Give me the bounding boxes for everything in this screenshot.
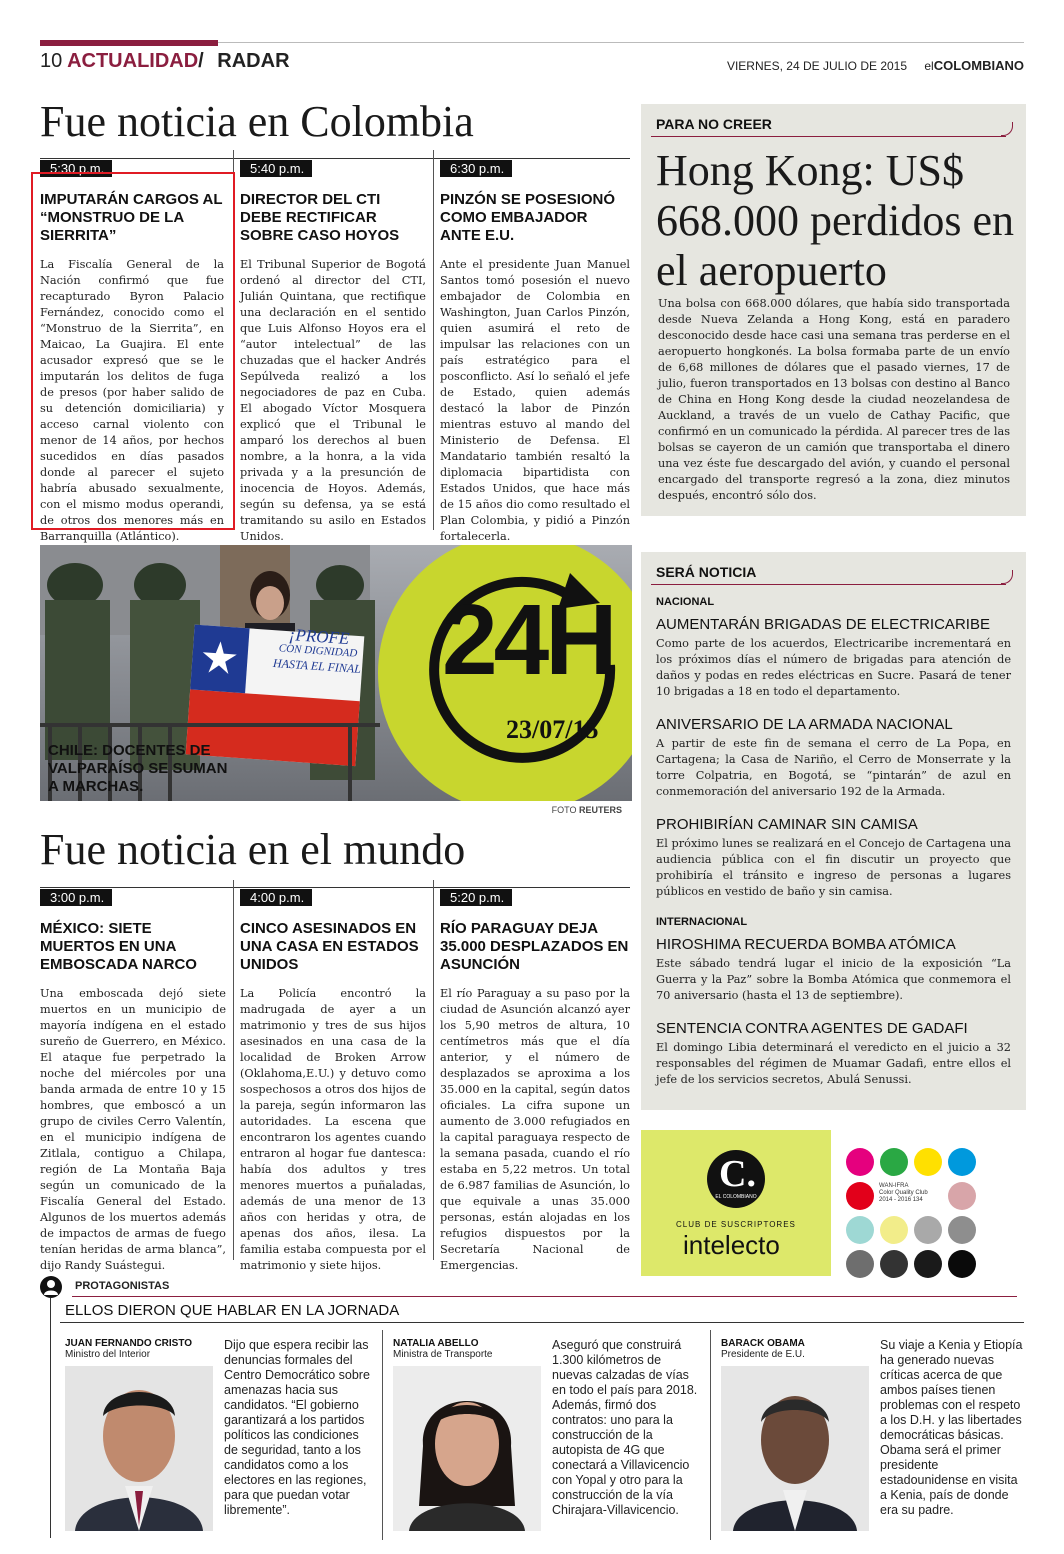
color-swatch — [948, 1216, 976, 1244]
header-right — [727, 58, 1024, 73]
quality-line: Color Quality Club — [879, 1190, 928, 1196]
panel-tag-curl — [1001, 570, 1013, 584]
sera-item[interactable] — [656, 716, 1011, 800]
protagonist-1-header — [65, 1338, 215, 1360]
sera-item[interactable] — [656, 1020, 1011, 1088]
section-name[interactable]: ACTUALIDAD — [67, 50, 199, 72]
protagonistas-tag-rule — [72, 1296, 1017, 1297]
brand-logo[interactable] — [924, 59, 1024, 73]
panel-tag-rule — [651, 136, 1006, 137]
protagonist-2-header — [393, 1338, 543, 1360]
sign-line: ¡PROFE — [288, 624, 350, 649]
color-swatch — [914, 1216, 942, 1244]
quality-line: WAN-IFRA — [879, 1183, 909, 1189]
color-swatch — [880, 1148, 908, 1176]
protagonist-photo[interactable] — [65, 1366, 213, 1531]
sera-item-title[interactable]: ANIVERSARIO DE LA ARMADA NACIONAL — [656, 716, 953, 733]
sera-item-body: Este sábado tendrá lugar el inicio de la exposición “La Guerra y la Paz” sobre la Bomba Atómica que conmemora el 70 aniversario (hasta el 13 de septiembre). — [656, 957, 1011, 1002]
sera-item[interactable] — [656, 616, 1011, 700]
protagonistas-tag: PROTAGONISTAS — [75, 1280, 170, 1292]
para-no-creer-panel — [641, 104, 1026, 516]
sera-item-title[interactable]: AUMENTARÁN BRIGADAS DE ELECTRICARIBE — [656, 616, 990, 633]
column-divider — [382, 1330, 383, 1540]
story-title[interactable]: RÍO PARAGUAY DEJA 35.000 DESPLAZADOS EN ASUNCIÓN — [440, 920, 629, 973]
credit-prefix: FOTO — [551, 805, 577, 815]
story-time: 6:30 p.m. — [440, 160, 512, 177]
mundo-story-1[interactable] — [40, 887, 226, 1274]
club-logo-letter: C. — [719, 1153, 756, 1195]
protagonist-name[interactable]: NATALIA ABELLO — [393, 1338, 479, 1349]
protagonist-name[interactable]: BARACK OBAMA — [721, 1338, 805, 1349]
color-swatch — [880, 1216, 908, 1244]
header-accent-bar — [40, 40, 218, 46]
story-time: 3:00 p.m. — [40, 889, 112, 906]
intelecto-ad[interactable] — [641, 1130, 831, 1276]
sign-line: HASTA EL FINAL — [272, 655, 362, 677]
color-swatch — [948, 1182, 976, 1210]
header-rule — [218, 42, 1024, 43]
color-swatch — [914, 1148, 942, 1176]
story-body: El Tribunal Superior de Bogotá ordenó al director del CTI, Julián Quintana, que rectifique una declaración en el sentido que Luis Alfonso Hoyos era el “autor intelectual” de las chuzadas que el hacker Andrés Sepúlveda realizó a los negociadores de paz en Cuba. El abogado Víctor Mosquera explicó que el Tribunal le amparó los derechos al buen nombre, a la honra, a la vida privada y a la presunción de inocencia de Hoyos. Además, según su defensa, ya se está tramitando su asilo en Estados Unidos. — [240, 258, 426, 543]
photo-credit — [552, 805, 622, 815]
badge-24h: 24H — [442, 584, 614, 696]
panel-tag: SERÁ NOTICIA — [656, 564, 757, 580]
protagonist-photo[interactable] — [721, 1366, 869, 1531]
column-divider — [433, 150, 434, 530]
mundo-story-3[interactable] — [440, 887, 630, 1274]
sera-item-title[interactable]: HIROSHIMA RECUERDA BOMBA ATÓMICA — [656, 936, 956, 953]
column-divider — [710, 1330, 711, 1540]
nacional-label: NACIONAL — [656, 596, 715, 608]
panel-tag-curl — [1001, 122, 1013, 136]
protagonist-quote: Aseguró que construirá 1.300 kilómetros de nuevas calzadas de vías en todo el país para 2018. Además, firmó dos contratos: uno para la construcción de la autopista de 4G que conectará a Villavicencio con Yopal y otro para la construcción de la vía Chirajara-Villavicencio. — [552, 1338, 698, 1517]
sera-item[interactable] — [656, 936, 1011, 1004]
column-divider — [233, 880, 234, 1260]
color-quality-label — [877, 1182, 930, 1205]
sera-item[interactable] — [656, 816, 1011, 900]
sign-line: CON DIGNIDAD — [278, 642, 358, 660]
colombia-story-3[interactable] — [440, 158, 630, 545]
color-swatch — [846, 1182, 874, 1210]
sera-item-body: A partir de este fin de semana el cerro de La Popa, en Cartagena; la Casa de Nariño, el Cerro de Monserrate y la torre Colpatria, en Bogotá, se “pintarán” de azul en conmemoración del aniversario 192 de la Armada. — [656, 737, 1011, 798]
issue-date: VIERNES, 24 DE JULIO DE 2015 — [726, 59, 908, 73]
story-time: 5:30 p.m. — [40, 160, 112, 177]
panel-tag: PARA NO CREER — [656, 116, 772, 132]
sera-noticia-panel — [641, 552, 1026, 1110]
story-body: La Fiscalía General de la Nación confirmó que fue recapturado Byron Palacio Fernández, conocido como el “Monstruo de la Sierrita”, en Maicao, La Guajira. El ente acusador expresó que se le imputarán los delitos de fuga de presos (por haber salido de su detención domiciliaria) y acceso carnal violento con menor de 14 años, por hechos sucedidos en días pasados donde al parecer el sujeto habría abusado sexualmente, con el mismo modus operandi, de otros dos menores más en Barranquilla (Atlántico). — [40, 258, 224, 543]
protagonistas-subtitle-rule — [60, 1322, 1024, 1323]
column-divider — [433, 880, 434, 1260]
club-logo-small: EL COLOMBIANO — [715, 1194, 757, 1200]
story-title[interactable]: CINCO ASESINADOS EN UNA CASA EN ESTADOS UNIDOS — [240, 920, 419, 973]
story-time: 5:20 p.m. — [440, 889, 512, 906]
protagonistas-subtitle: ELLOS DIERON QUE HABLAR EN LA JORNADA — [65, 1302, 400, 1319]
color-swatch — [846, 1250, 874, 1278]
section-separator: / — [198, 50, 204, 72]
color-swatch — [846, 1216, 874, 1244]
color-swatch — [914, 1250, 942, 1278]
story-body: La Policía encontró la madrugada de ayer a un matrimonio y tres de sus hijos asesinados en una casa de la localidad de Broken Arrow (Oklahoma,E.U.) y detuvo como sospechosos a otros dos hijos de la pareja, según informaron las autoridades. La escena que encontraron los agentes cuando entraron al hogar fue dantesca: había dos adultos y tres menores muertos a puñaladas, además de una menor de 13 años con heridas y otra, de apenas dos años, ilesa. La familia estaba compuesta por el matrimonio y siete hijos. — [240, 987, 426, 1272]
story-time: 4:00 p.m. — [240, 889, 312, 906]
mundo-section-title: Fue noticia en el mundo — [40, 825, 466, 874]
internacional-label: INTERNACIONAL — [656, 916, 748, 928]
colombia-story-2[interactable] — [240, 158, 426, 545]
color-swatch — [948, 1250, 976, 1278]
colombia-section-title: Fue noticia en Colombia — [40, 97, 474, 146]
brand-prefix: el — [924, 59, 934, 73]
story-body: Ante el presidente Juan Manuel Santos tomó posesión el nuevo embajador de Colombia en Washington, Juan Carlos Pinzón, quien asumirá el reto de impulsar las relaciones con un país estratégico para el posconflicto. Así lo señaló el jefe de Estado, quien además destacó la labor de Pinzón mientras estuvo al mando del Ministerio de Defensa. El Mandatario también resaltó la diplomacia bipartidista con Estados Unidos, que hace más de 15 años dio como resultado el Plan Colombia, y pidió a Pinzón fortalecerla. — [440, 258, 630, 543]
panel-headline[interactable]: Hong Kong: US$ 668.000 perdidos en el aeropuerto — [656, 146, 1015, 295]
panel-body: Una bolsa con 668.000 dólares, que había sido transportada desde Nueva Zelanda a Hong Kong, está en paradero desconocido desde hace casi una semana tras perderse en el aeropuerto hongkonés. La bolsa formaba parte de un envío de 6,68 millones de dólares que el pasado viernes, 17 de julio, fueron transportados en 13 bolsas con destino al Banco de China en Hong Kong desde la ciudad neozelandesa de Auckland, a través de un vuelo de Cathay Pacific, que confirmó en un comunicado la pérdida. Al parecer tres de las bolsas se cayeron de un camión que transportaba el dinero una vez éste fue descargado del avión, y cuando el personal encargado del transporte regresó a la zona, diez minutos después, encontró sólo dos. — [658, 297, 1010, 502]
protagonist-role: Ministra de Transporte — [393, 1349, 493, 1360]
story-time: 5:40 p.m. — [240, 160, 312, 177]
sera-item-body: Como parte de los acuerdos, Electricaribe incrementará en los próximos días el número de brigadas para atención de daños y podas en redes eléctricas en Sucre. Pasará de tener 10 brigadas a 18 en todo el departamento. — [656, 637, 1011, 698]
highlight-box — [31, 172, 235, 530]
protagonist-3-header — [721, 1338, 871, 1360]
page-number: 10 — [40, 50, 63, 72]
section-header — [40, 50, 290, 73]
person-icon — [40, 1276, 62, 1298]
club-brand: intelecto — [683, 1230, 780, 1260]
story-title[interactable]: MÉXICO: SIETE MUERTOS EN UNA EMBOSCADA NARCO — [40, 920, 197, 973]
color-swatch — [880, 1250, 908, 1278]
story-body: El río Paraguay a su paso por la ciudad de Asunción alcanzó ayer los 5,90 metros de altura, 10 centímetros más que el día anterior, y el número de desplazados se aproxima a los 35.000 en la capital, según datos oficiales. La cifra supone un aumento de 3.000 refugiados en la capital paraguaya respecto de la semana pasada, cuando el río estaba en 5,22 metros. Un total de 6.987 familias de Asunción, lo que equivale a unas 35.000 personas, están alojadas en los refugios dispuestos por la Secretaría Nacional de Emergencias. — [440, 987, 630, 1272]
protest-sign — [267, 626, 370, 678]
color-swatch — [948, 1148, 976, 1176]
protagonist-quote: Dijo que espera recibir las denuncias formales del Centro Democrático sobre amenazas hacia sus candidatos. “El gobierno garantizará a los partidos políticos las condiciones de seguridad, tanto a los candidatos como a los electores en las regiones, para que puedan votar libremente”. — [224, 1338, 370, 1517]
story-title[interactable]: DIRECTOR DEL CTI DEBE RECTIFICAR SOBRE CASO HOYOS — [240, 191, 400, 244]
badge-date: 23/07/15 — [506, 715, 599, 744]
credit-name: REUTERS — [578, 805, 622, 815]
sera-item-title[interactable]: SENTENCIA CONTRA AGENTES DE GADAFI — [656, 1020, 968, 1037]
protagonist-photo[interactable] — [393, 1366, 541, 1531]
story-title[interactable]: IMPUTARÁN CARGOS AL “MONSTRUO DE LA SIERRITA” — [40, 191, 223, 244]
color-swatch — [846, 1148, 874, 1176]
protagonistas-vertical-rule — [50, 1298, 51, 1538]
sera-noticia-content — [656, 596, 1011, 1088]
mundo-story-2[interactable] — [240, 887, 426, 1274]
quality-line: 2014 - 2016 134 — [879, 1197, 923, 1203]
protagonist-name[interactable]: JUAN FERNANDO CRISTO — [65, 1338, 193, 1349]
advertisement[interactable] — [641, 1130, 1026, 1276]
brand-name: COLOMBIANO — [933, 58, 1024, 73]
club-text: CLUB DE SUSCRIPTORES — [676, 1220, 796, 1229]
story-title[interactable]: PINZÓN SE POSESIONÓ COMO EMBAJADOR ANTE E.U. — [440, 191, 616, 244]
sera-item-body: El próximo lunes se realizará en el Concejo de Cartagena una audiencia pública con el fin discutir un proyecto que prohibiría el tránsito e ingreso de personas a lugares públicos en vestido de baño y sin camisa. — [656, 837, 1011, 898]
protagonist-role: Ministro del Interior — [65, 1349, 151, 1360]
color-quality-swatches — [846, 1148, 1016, 1278]
subsection-name[interactable]: RADAR — [217, 50, 290, 72]
sera-item-body: El domingo Libia determinará el veredicto en el juicio a 32 responsables del régimen de Muamar Gadafi, entre ellos el jefe de los servicios secretos, Abulá Senussi. — [656, 1041, 1011, 1086]
panel-tag-rule — [651, 584, 1006, 585]
protagonist-role: Presidente de E.U. — [721, 1349, 805, 1360]
story-body: Una emboscada dejó siete muertos en un municipio de mayoría indígena en el estado sureño de Guerrero, en México. El ataque fue perpetrado la noche del miércoles por una banda armada de entre 10 y 15 hombres, que emboscó a un grupo de civiles Cerro Valentín, en el municipio indígena de Zitlala, contiguo a Chilapa, región de La Montaña Baja según un comunicado de la Fiscalía General del Estado. Algunos de los muertos además de impactos de armas de fuego tenían heridas de arma blanca”, dijo Randy Suástegui. — [40, 987, 226, 1272]
photo-caption: CHILE: DOCENTES DE VALPARAÍSO SE SUMAN A MARCHAS. — [48, 742, 228, 795]
swatch-grid — [846, 1148, 1016, 1278]
sera-item-title[interactable]: PROHIBIRÍAN CAMINAR SIN CAMISA — [656, 816, 918, 833]
protagonist-quote: Su viaje a Kenia y Etiopía ha generado nuevas críticas acerca de que ambos países tienen problemas con el respeto a los D.H. y las libertades democráticas básicas. Obama será el primer presidente estadounidense en visita a Kenia, país de donde era su padre. — [880, 1338, 1023, 1517]
